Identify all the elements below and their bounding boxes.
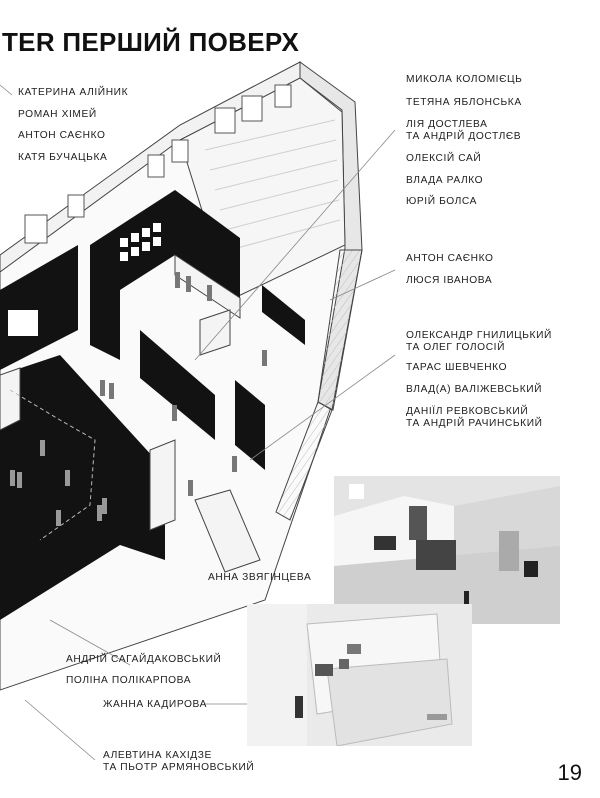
label-oleksii-sai: ОЛЕКСІЙ САЙ [406, 153, 482, 164]
label-hnylytskyi-holosii: ОЛЕКСАНДР ГНИЛИЦЬКИЙ ТА ОЛЕГ ГОЛОСІЙ [406, 330, 552, 353]
label-taras-shevchenko: ТАРАС ШЕВЧЕНКО [406, 362, 508, 373]
gallery-photo-upper [334, 476, 560, 624]
label-anna-zviahintseva: АННА ЗВЯГІНЦЕВА [208, 572, 312, 583]
page-title: TER ПЕРШИЙ ПОВЕРХ [2, 27, 300, 57]
label-yurii-bolsa: ЮРІЙ БОЛСА [406, 196, 478, 207]
label-revkovskyi-rachynskyi: ДАНІЇЛ РЕВКОВСЬКИЙ ТА АНДРІЙ РАЧИНСЬКИЙ [406, 406, 543, 429]
label-vlada-ralko: ВЛАДА РАЛКО [406, 175, 484, 186]
label-kakhidze-armianovskyi: АЛЕВТИНА КАХІДЗЕ ТА ПЬОТР АРМЯНОВСЬКИЙ [103, 750, 255, 773]
label-katia-buchatska: КАТЯ БУЧАЦЬКА [18, 152, 108, 163]
label-kateryna-aliinyk: КАТЕРИНА АЛІЙНИК [18, 87, 129, 98]
label-polina-polikarpova: ПОЛІНА ПОЛІКАРПОВА [66, 675, 192, 686]
label-roman-khimei: РОМАН ХІМЕЙ [18, 109, 97, 120]
label-tetiana-yablonska: ТЕТЯНА ЯБЛОНСЬКА [406, 97, 522, 108]
label-andrii-sahaidakovskyi: АНДРІЙ САГАЙДАКОВСЬКИЙ [66, 654, 222, 665]
page-number: 19 [557, 760, 582, 785]
label-vlada-valizhevskyi: ВЛАД(А) ВАЛІЖЕВСЬКИЙ [406, 384, 543, 395]
label-mykola-kolomiiets: МИКОЛА КОЛОМІЄЦЬ [406, 74, 523, 85]
label-anton-saienko: АНТОН САЄНКО [18, 130, 106, 141]
label-liia-andrii-dostlievy: ЛІЯ ДОСТЛЕВА ТА АНДРІЙ ДОСТЛЄВ [406, 119, 522, 142]
label-liusia-ivanova: ЛЮСЯ ІВАНОВА [406, 275, 493, 286]
label-anton-saienko-2: АНТОН САЄНКО [406, 253, 494, 264]
gallery-photo-lower [247, 604, 472, 746]
label-zhanna-kadyrova: ЖАННА КАДИРОВА [103, 699, 207, 710]
